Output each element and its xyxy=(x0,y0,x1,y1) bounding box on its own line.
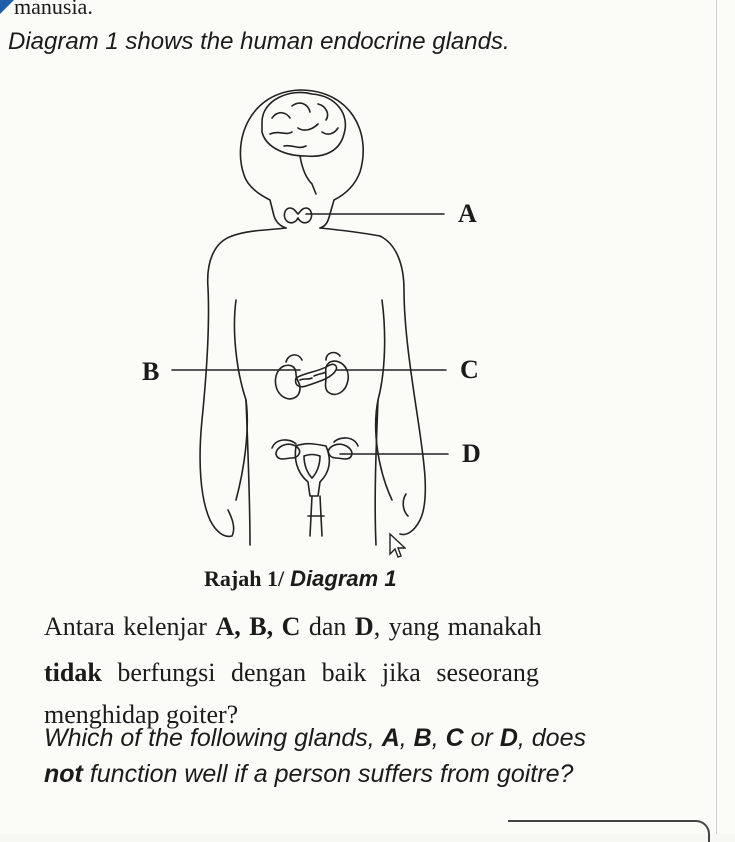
label-a: A xyxy=(458,199,477,228)
question-english-line-1: Which of the following glands, A, B, C or D, does xyxy=(44,724,586,752)
label-d: D xyxy=(462,439,481,468)
uterus xyxy=(295,444,329,496)
intro-text: Diagram 1 shows the human endocrine glands. xyxy=(8,28,510,55)
previous-line-fragment: manusia. xyxy=(14,0,93,19)
caption-malay: Rajah 1/ xyxy=(204,566,285,591)
left-adrenal xyxy=(286,355,302,362)
thyroid-gland xyxy=(284,208,311,223)
label-c: C xyxy=(460,355,479,384)
head-outline xyxy=(240,90,300,228)
label-b: B xyxy=(142,357,160,386)
answer-box-edge xyxy=(508,820,710,842)
question-malay-line-1: Antara kelenjar A, B, C dan D, yang manakah xyxy=(44,612,542,641)
caption-english: Diagram 1 xyxy=(284,566,397,591)
figure-caption xyxy=(204,566,397,592)
left-arm xyxy=(200,236,234,536)
question-malay-line-2: tidak berfungsi dengan baik jika seseorang xyxy=(44,658,539,687)
right-adrenal xyxy=(326,353,340,360)
question-malay-line-3: menghidap goiter? xyxy=(44,700,239,729)
question-english-line-2: not function well if a person suffers from goitre? xyxy=(44,760,574,788)
right-ovary xyxy=(328,444,352,459)
mouse-cursor-icon xyxy=(388,532,406,560)
